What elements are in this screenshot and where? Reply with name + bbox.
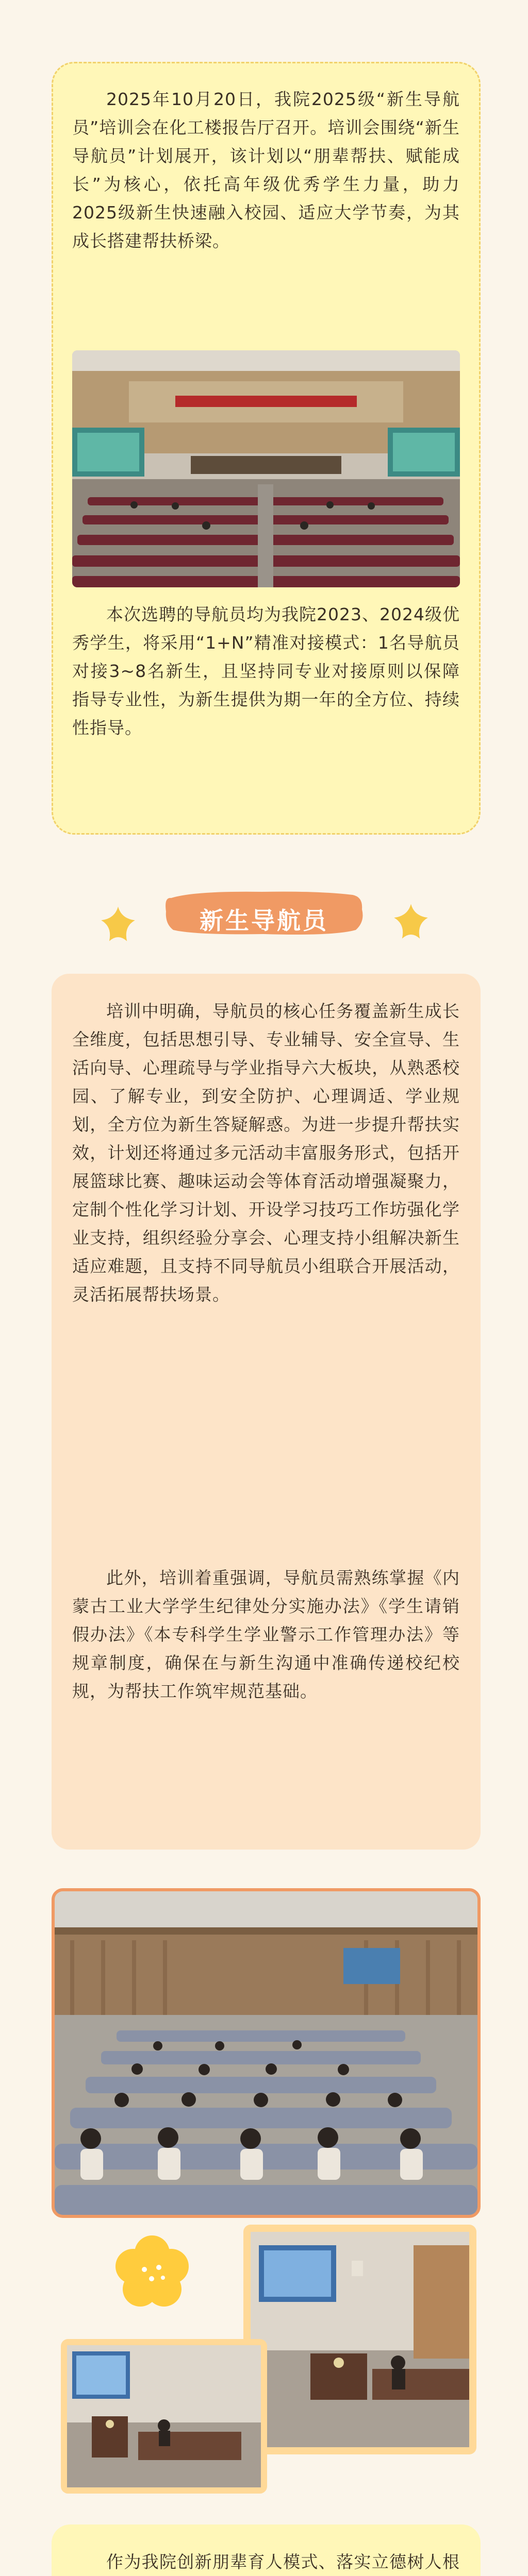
closing-paragraph: 作为我院创新朋辈育人模式、落实立德树人根 [106,2552,460,2572]
speaker-photo-left [61,2339,267,2494]
details-paragraph-1: 培训中明确，导航员的核心任务覆盖新生成长全维度，包括思想引导、专业辅导、安全宣导、生活向导、心理疏导与学业指导六大板块，从熟悉校园、了解专业，到安全防护、心理调适、学业规划，全方位为新生答疑解惑。为进一步提升帮扶实效，计划还将通过多元活动丰富服务形式，包括开展篮球比赛、趣味运动会等体育活动增强凝聚力，定制个性化学习计划、开设学习技巧工作坊强化学业支持，组织经验分享会、心理支持小组解决新生适应难题，且支持不同导航员小组联合开展活动，灵活拓展帮扶场景。 [72,1001,460,1304]
intro-paragraph-1: 2025年10月20日，我院2025级“新生导航员”培训会在化工楼报告厅召开。培训会围绕“新生导航员”计划展开，该计划以“朋辈帮扶、赋能成长”为核心，依托高年级优秀学生力量，助力2025级新生快速融入校园、适应大学节奏，为其成长搭建帮扶桥梁。 [72,89,460,251]
details-paragraph-2: 此外，培训着重强调，导航员需熟练掌握《内蒙古工业大学学生纪律处分实施办法》《学生请销假办法》《本专科学生学业警示工作管理办法》等规章制度，确保在与新生沟通中准确传递校纪校规，为帮扶工作筑牢规范基础。 [72,1568,460,1701]
section-title: 新生导航员 [200,907,328,935]
audience-photo [52,1888,481,2218]
intro-paragraph-2: 本次选聘的导航员均为我院2023、2024级优秀学生，将采用“1+N”精准对接模式：1名导航员对接3~8名新生，且坚持同专业对接原则以保障指导专业性，为新生提供为期一年的全方位、持续性指导。 [72,604,460,738]
lecture-hall-photo [72,350,460,587]
star-icon [98,904,138,944]
speaker-photo-right [243,2225,476,2454]
star-icon [391,902,431,942]
flower-icon [113,2233,191,2311]
